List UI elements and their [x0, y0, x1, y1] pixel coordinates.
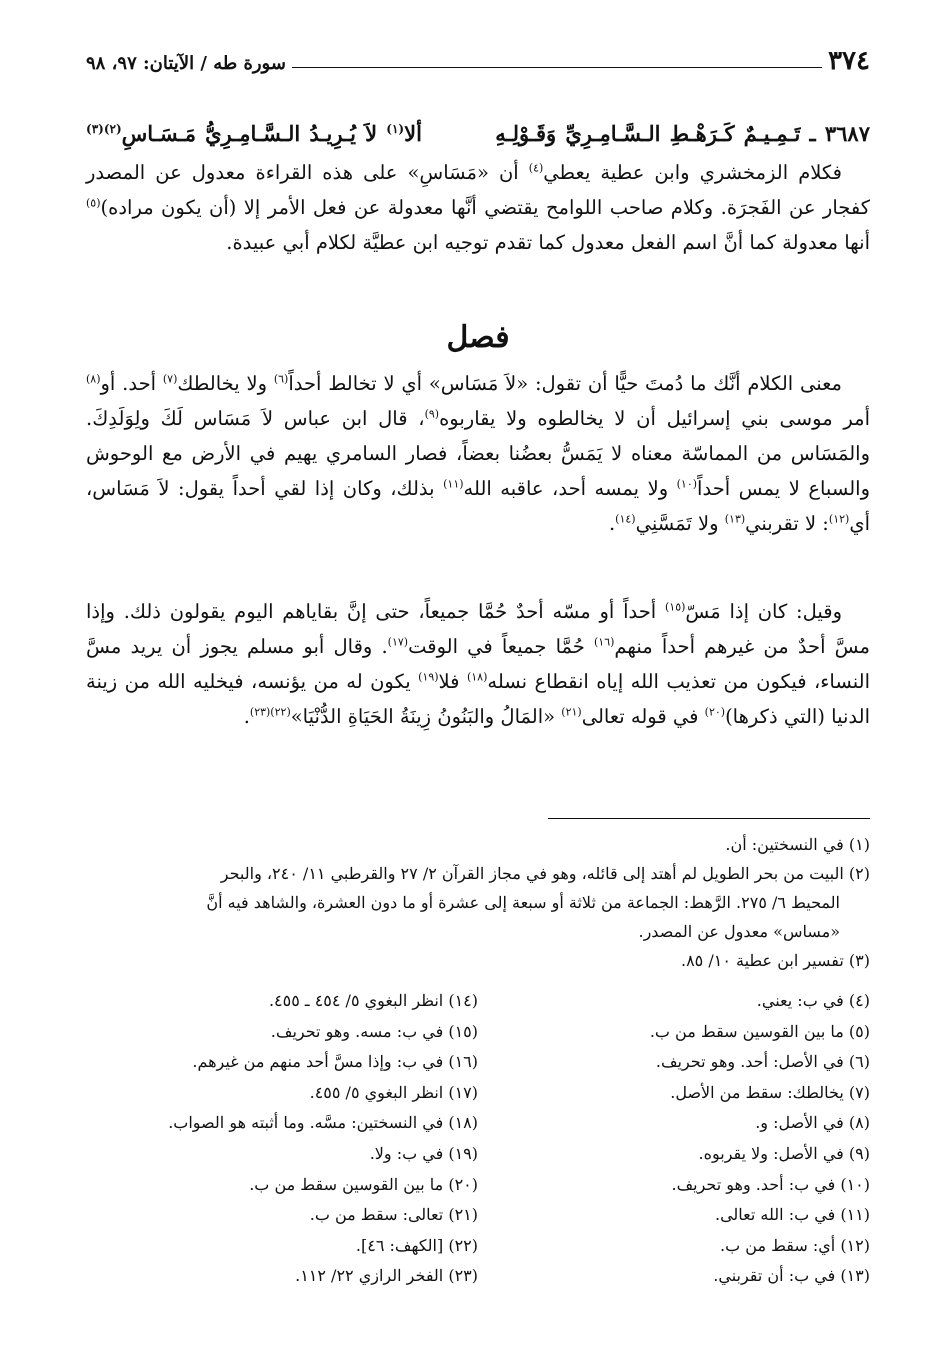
- footnote: (٢٣) الفخر الرازي ٢٢/ ١١٢.: [295, 1266, 478, 1286]
- text: أمر موسى بني إسرائيل أن لا يخالطوه ولا يقاربوه: [439, 407, 870, 430]
- paragraph-3: [86, 594, 870, 734]
- footnote-ref[interactable]: (٢٠): [704, 705, 726, 719]
- text: أحد. أو: [100, 372, 157, 395]
- footnote: (٢٢) [الكهف: ٤٦].: [355, 1235, 478, 1255]
- footnotes-right-column: [478, 986, 870, 1292]
- text: وقيل: كان إذا مَسّ: [685, 600, 842, 623]
- footnote: (٣) تفسير ابن عطية ١٠/ ٨٥.: [680, 951, 870, 970]
- footnote-ref[interactable]: (٢)(٣): [86, 122, 122, 136]
- footnote-ref[interactable]: (٩): [424, 407, 440, 421]
- footnote: (١٠) في ب: أحد. وهو تحريف.: [671, 1174, 870, 1194]
- footnote-ref[interactable]: (١٣): [724, 512, 746, 526]
- text: أنها معدولة كما أنَّ اسم الفعل معدول كما تقدم توجيه ابن عطيَّة لكلام أبي عبيدة.: [226, 231, 870, 254]
- text: بذلك، وكان إذا لقي أحداً يقول: لاَ مَسَاس، أي: [86, 477, 870, 535]
- footnote: (١٦) في ب: وإذا مسَّ أحد منهم من غيرهم.: [192, 1052, 478, 1072]
- footnote-ref[interactable]: (٥): [86, 196, 101, 210]
- poetry-verse: [86, 112, 870, 151]
- footnote-ref[interactable]: (١٥): [664, 600, 686, 614]
- footnote: (١١) في ب: الله تعالى.: [715, 1205, 870, 1225]
- text: في قوله تعالى: [581, 705, 699, 728]
- text: ، قال ابن عباس لاَ مَسَاس لَكَ ولِوَلَدِكَ. والمَسَاس من المماسّة معناه لا يَمَسُّ بعضُنا بعضاً، فصار السامري يهيم في الأرض مع الوحوش والسباع لا يمس أحداً: [86, 407, 870, 500]
- footnote: (٦) في الأصل: أحد. وهو تحريف.: [655, 1052, 870, 1072]
- footnote-ref[interactable]: (١): [386, 122, 405, 136]
- footnote: (١٧) انظر البغوي ٥/ ٤٥٥.: [309, 1082, 478, 1102]
- footnote-ref[interactable]: (٧): [162, 372, 178, 386]
- footnote-ref[interactable]: (١٦): [594, 635, 615, 649]
- footnote-continuation: «مساس» معدول عن المصدر.: [638, 922, 840, 941]
- page-number: ٣٧٤: [828, 46, 870, 76]
- footnote-ref[interactable]: (١٠): [676, 477, 698, 491]
- footnote: (٤) في ب: يعني.: [756, 991, 870, 1010]
- text: يكون له من يؤنسه، فيخليه الله من زينة الدنيا (التي ذكرها): [86, 670, 870, 728]
- footnote: (٢) البيت من بحر الطويل لم أهتد إلى قائله، وهو في مجاز القرآن ٢/ ٢٧ والقرطبي ١١/ ٢٤٠، والبحر: [220, 864, 870, 883]
- footnote: (٨) في الأصل: و.: [755, 1113, 870, 1133]
- footnote: (١٩) في ب: ولا.: [369, 1143, 478, 1163]
- footnote-ref[interactable]: (١٤): [615, 512, 636, 526]
- footnote: (١٥) في ب: مسه. وهو تحريف.: [270, 1021, 478, 1041]
- footnotes-left-column: [86, 986, 478, 1292]
- text: أن «مَسَاسِ» على هذه القراءة معدول عن المصدر كفجار عن الفَجرَة. وكلام صاحب اللوامح يقتضي أنَّها معدولة عن فعل الأمر إلا (أن يكون مراده): [86, 161, 870, 219]
- text: معنى الكلام أنَّك ما دُمتَ حيًّا أن تقول: «لاَ مَسَاس» أي لا تخالط أحداً: [288, 372, 842, 395]
- footnote: (١٣) في ب: أن تقربني.: [713, 1266, 870, 1286]
- text: فكلام الزمخشري وابن عطية يعطي: [543, 161, 842, 184]
- footnote-ref[interactable]: (١٨): [466, 670, 488, 684]
- text: ولا يخالطك: [177, 372, 268, 395]
- footnote: (١٢) أي: سقط من ب.: [720, 1235, 870, 1255]
- footnote-ref[interactable]: (١٢): [828, 512, 850, 526]
- verse-first-hemistich: ٣٦٨٧ ـ تَـمِـيـمٌ كَـرَهْـطِ الـسَّـامِـرِيِّ وَقَـوْلِـهِ: [495, 121, 870, 146]
- header-rule: [292, 67, 822, 68]
- footnote: (٧) يخالطك: سقط من الأصل.: [670, 1082, 870, 1102]
- footnotes-columns: [86, 986, 870, 1292]
- text: حُمَّا جميعاً في الوقت: [408, 635, 585, 658]
- footnote: (١٤) انظر البغوي ٥/ ٤٥٤ ـ ٤٥٥.: [268, 991, 478, 1010]
- verse-second-start: ألا: [404, 121, 422, 146]
- paragraph-1: [86, 155, 870, 260]
- text: «المَالُ والبَنُونُ زِينَةُ الحَيَاةِ الدُّنْيَا»: [290, 705, 556, 728]
- text: .: [243, 705, 250, 728]
- footnote-ref[interactable]: (٦): [273, 372, 289, 386]
- text: ولا يمسه أحد، عاقبه الله: [463, 477, 669, 500]
- footnote: (٢٠) ما بين القوسين سقط من ب.: [249, 1174, 478, 1194]
- text: : لا تقربني: [745, 512, 829, 535]
- footnote: (١) في النسختين: أن.: [725, 835, 870, 854]
- section-heading: فصل: [446, 320, 510, 355]
- text: . وقال أبو مسلم يجوز أن يريد مسَّ النساء، فيكون من تعذيب الله إياه انقطاع نسله: [86, 635, 871, 693]
- text: فلا: [438, 670, 460, 693]
- footnote-ref[interactable]: (٢٢)(٢٣): [249, 705, 291, 719]
- footnote-ref[interactable]: (٢١): [561, 705, 582, 719]
- footnote-ref[interactable]: (١٩): [418, 670, 439, 684]
- footnote-ref[interactable]: (١١): [443, 477, 464, 491]
- verse-second-hemistich: لاَ يُـرِيـدُ الـسَّـامِـرِيُّ مَـسَـاسِ: [121, 121, 378, 146]
- footnote: (٢١) تعالى: سقط من ب.: [309, 1205, 478, 1225]
- page-header: [86, 40, 870, 76]
- footnotes-top: [86, 830, 870, 975]
- paragraph-2: [86, 366, 870, 541]
- footnote-continuation: المحيط ٦/ ٢٧٥. الرَّهط: الجماعة من ثلاثة أو سبعة إلى عشرة أو ما دون العشرة، والشاهد فيه أنَّ: [206, 893, 840, 912]
- surah-info: سورة طه / الآيتان: ٩٧، ٩٨: [86, 53, 286, 74]
- footnote-ref[interactable]: (٤): [528, 161, 544, 175]
- footnote-ref[interactable]: (١٧): [387, 635, 409, 649]
- footnote-ref[interactable]: (٨): [86, 372, 101, 386]
- text: أحداً أو مسّه أحدٌ حُمَّا جميعاً، حتى إنَّ بقاياهم اليوم يقولون ذلك. وإذا مسَّ أحدٌ من غيرهم أحداً منهم: [86, 600, 870, 658]
- text: .: [608, 512, 616, 535]
- footnote: (٥) ما بين القوسين سقط من ب.: [649, 1021, 870, 1041]
- text: ولا تَمَسَّنِي: [635, 512, 719, 535]
- footnote-separator: [548, 818, 870, 819]
- footnote: (٩) في الأصل: ولا يقربوه.: [698, 1143, 870, 1163]
- footnote: (١٨) في النسختين: مسَّه. وما أثبته هو الصواب.: [168, 1113, 478, 1133]
